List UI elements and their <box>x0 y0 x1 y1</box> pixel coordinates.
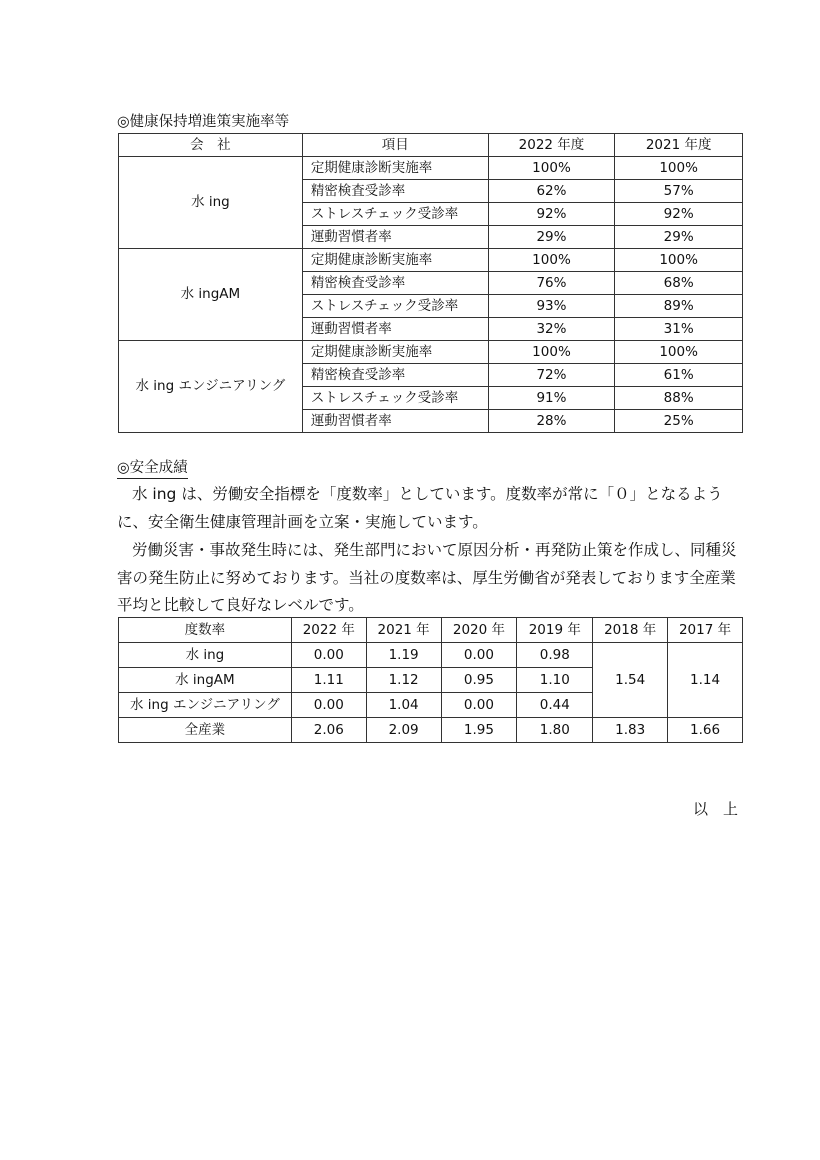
safety-paragraph-1: 水 ing は、労働安全指標を「度数率」としています。度数率が常に「０」となるように、安全衛生健康管理計画を立案・実施しています。 <box>117 485 723 531</box>
value-2021: 88% <box>615 387 743 410</box>
value-2021: 57% <box>615 180 743 203</box>
rate-value: 1.83 <box>593 718 668 743</box>
rate-value: 0.00 <box>441 693 517 718</box>
value-2022: 93% <box>488 295 615 318</box>
value-2021: 92% <box>615 203 743 226</box>
column-header: 2021 年度 <box>615 134 743 157</box>
item-name: 精密検査受診率 <box>302 180 488 203</box>
column-header: 2017 年 <box>668 618 743 643</box>
frequency-rate-table <box>118 617 743 743</box>
rate-value: 1.12 <box>366 668 441 693</box>
rate-value: 2.09 <box>366 718 441 743</box>
rate-value: 1.04 <box>366 693 441 718</box>
item-name: ストレスチェック受診率 <box>302 295 488 318</box>
rate-value: 0.44 <box>517 693 593 718</box>
rate-value: 1.10 <box>517 668 593 693</box>
company-name: 水 ing <box>119 643 292 668</box>
column-header: 2020 年 <box>441 618 517 643</box>
health-heading: ◎健康保持増進策実施率等 <box>117 114 290 130</box>
company-name: 水 ing エンジニアリング <box>119 341 303 433</box>
column-header: 度数率 <box>119 618 292 643</box>
item-name: 運動習慣者率 <box>302 226 488 249</box>
column-header: 2021 年 <box>366 618 441 643</box>
company-name: 水 ing エンジニアリング <box>119 693 292 718</box>
table-row <box>119 249 743 272</box>
column-header: 会 社 <box>119 134 303 157</box>
rate-value: 0.00 <box>291 693 366 718</box>
item-name: ストレスチェック受診率 <box>302 387 488 410</box>
value-2021: 89% <box>615 295 743 318</box>
value-2021: 68% <box>615 272 743 295</box>
value-2022: 28% <box>488 410 615 433</box>
safety-heading: ◎安全成績 <box>117 456 188 479</box>
item-name: ストレスチェック受診率 <box>302 203 488 226</box>
table-row <box>119 341 743 364</box>
item-name: 定期健康診断実施率 <box>302 249 488 272</box>
merged-2018-value: 1.54 <box>593 643 668 718</box>
column-header: 2022 年度 <box>488 134 615 157</box>
value-2022: 91% <box>488 387 615 410</box>
table-header-row <box>119 618 743 643</box>
rate-value: 0.00 <box>441 643 517 668</box>
table-row <box>119 718 743 743</box>
table-row <box>119 643 743 668</box>
value-2022: 29% <box>488 226 615 249</box>
value-2021: 100% <box>615 157 743 180</box>
value-2022: 92% <box>488 203 615 226</box>
table-header-row <box>119 134 743 157</box>
column-header: 項目 <box>302 134 488 157</box>
rate-value: 0.00 <box>291 643 366 668</box>
rate-value: 1.80 <box>517 718 593 743</box>
item-name: 運動習慣者率 <box>302 318 488 341</box>
value-2021: 29% <box>615 226 743 249</box>
rate-value: 1.19 <box>366 643 441 668</box>
column-header: 2018 年 <box>593 618 668 643</box>
value-2022: 72% <box>488 364 615 387</box>
health-table <box>118 133 743 433</box>
value-2021: 25% <box>615 410 743 433</box>
rate-value: 1.66 <box>668 718 743 743</box>
merged-2017-value: 1.14 <box>668 643 743 718</box>
column-header: 2019 年 <box>517 618 593 643</box>
item-name: 定期健康診断実施率 <box>302 341 488 364</box>
value-2021: 100% <box>615 249 743 272</box>
column-header: 2022 年 <box>291 618 366 643</box>
item-name: 精密検査受診率 <box>302 364 488 387</box>
company-name: 水 ingAM <box>119 249 303 341</box>
company-name: 水 ing <box>119 157 303 249</box>
rate-value: 0.95 <box>441 668 517 693</box>
value-2022: 76% <box>488 272 615 295</box>
item-name: 運動習慣者率 <box>302 410 488 433</box>
company-name: 水 ingAM <box>119 668 292 693</box>
rate-value: 0.98 <box>517 643 593 668</box>
rate-value: 2.06 <box>291 718 366 743</box>
item-name: 精密検査受診率 <box>302 272 488 295</box>
value-2022: 62% <box>488 180 615 203</box>
company-name: 全産業 <box>119 718 292 743</box>
closing-text: 以 上 <box>693 800 739 818</box>
value-2022: 100% <box>488 341 615 364</box>
rate-value: 1.11 <box>291 668 366 693</box>
value-2021: 61% <box>615 364 743 387</box>
rate-value: 1.95 <box>441 718 517 743</box>
value-2022: 100% <box>488 249 615 272</box>
value-2021: 31% <box>615 318 743 341</box>
table-row <box>119 157 743 180</box>
safety-paragraph-2: 労働災害・事故発生時には、発生部門において原因分析・再発防止策を作成し、同種災害の発生防止に努めております。当社の度数率は、厚生労働省が発表しております全産業平均と比較して良好なレベルです。 <box>117 541 737 614</box>
value-2022: 100% <box>488 157 615 180</box>
value-2022: 32% <box>488 318 615 341</box>
item-name: 定期健康診断実施率 <box>302 157 488 180</box>
value-2021: 100% <box>615 341 743 364</box>
